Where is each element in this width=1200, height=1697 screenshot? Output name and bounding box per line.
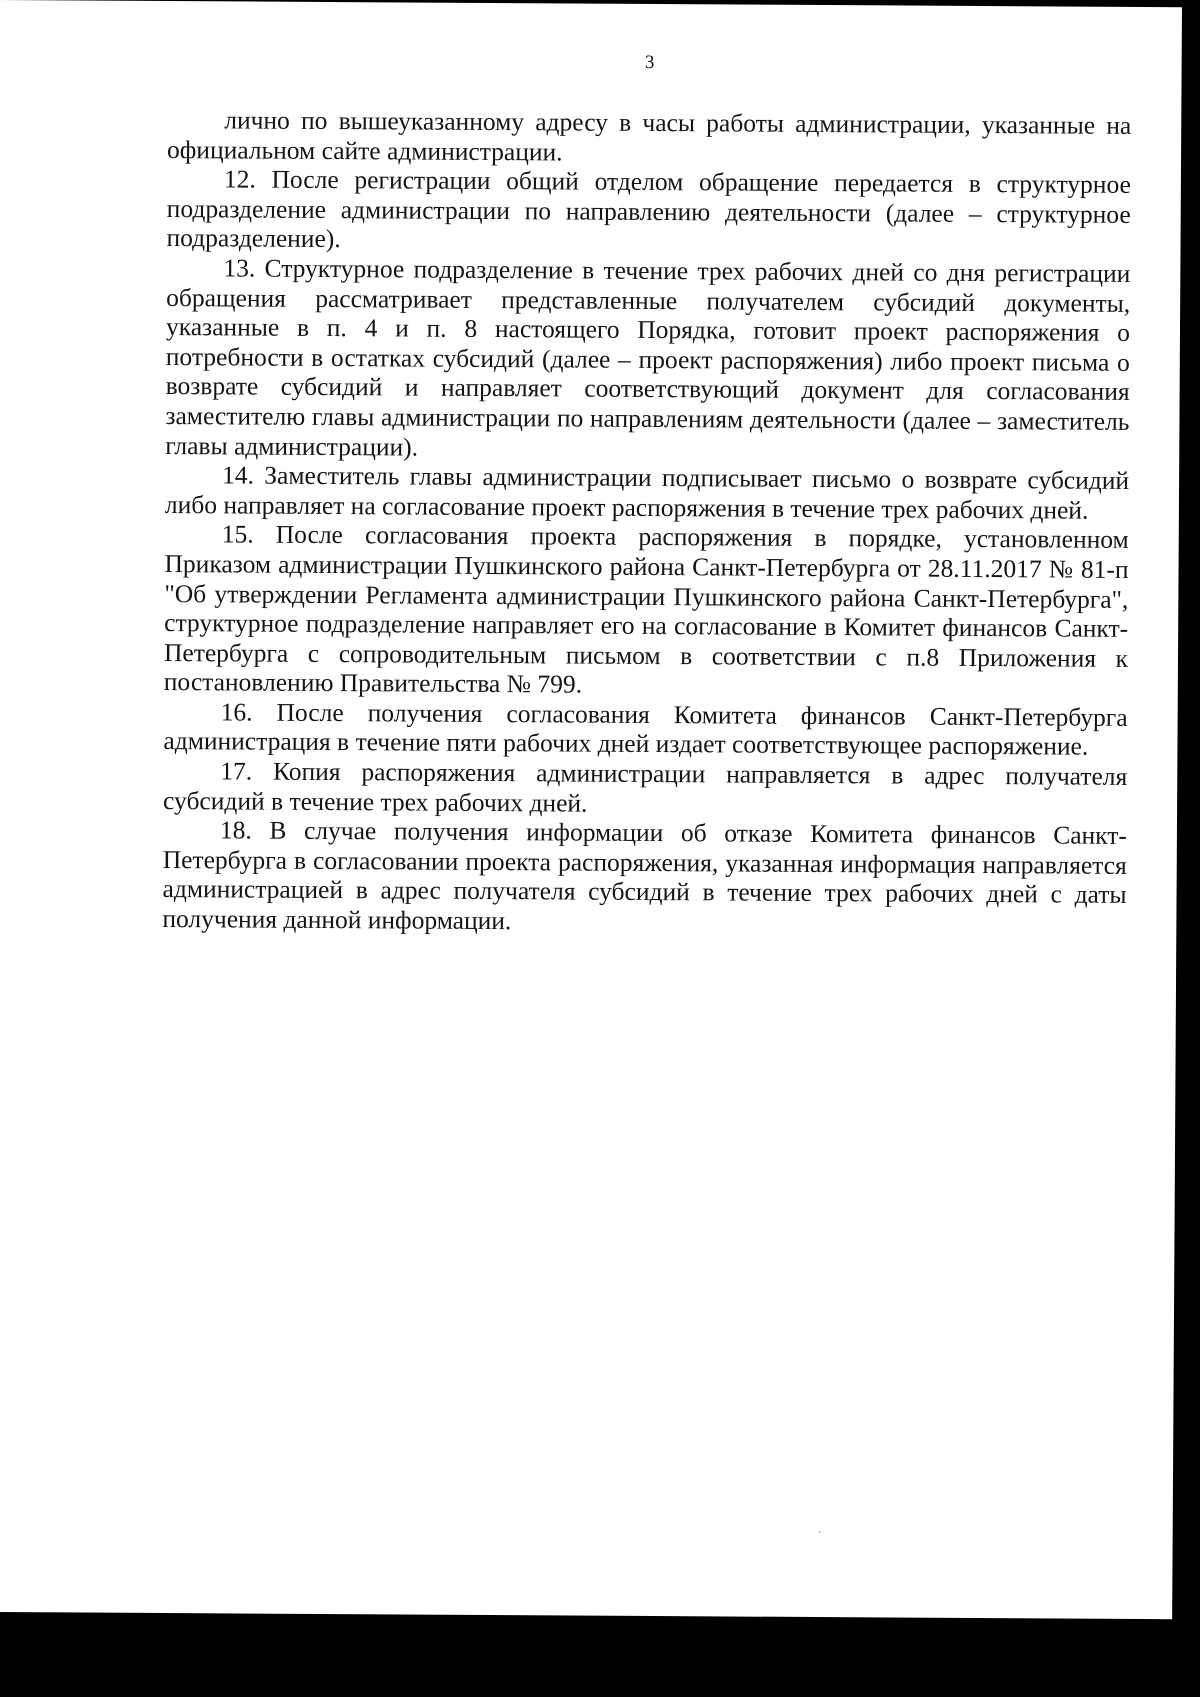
paragraph-13: 13. Структурное подразделение в течение трех рабочих дней со дня регистрации обращения рассматривает представленные получателем субсидий документы, указанные в п. 4 и п. 8 настоящего Порядка, готовит проект распоряжения о потребности в остатках субсидий (далее – проект распоряжения) либо проект письма о возврате субсидий и направляет соответствующий документ для согласования заместителю главы администрации по направлениям деятельности (далее – заместитель главы администрации). [165, 253, 1131, 462]
page-number: 3 [644, 51, 655, 73]
scan-border-right [1182, 0, 1200, 1612]
paragraph-12: 12. После регистрации общий отделом обращение передается в структурное подразделение администрации по направлению деятельности (далее – структурное подразделение). [166, 164, 1131, 254]
scan-speck [819, 1531, 821, 1533]
paragraph-16: 16. После получения согласования Комитета финансов Санкт-Петербурга администрация в течение пяти рабочих дней издает соответствующее распоряжение. [163, 697, 1128, 762]
paragraph-17: 17. Копия распоряжения администрации направляется в адрес получателя субсидий в течение трех рабочих дней. [163, 756, 1128, 818]
paragraph-14: 14. Заместитель главы администрации подписывает письмо о возврате субсидий либо направляет на согласование проект распоряжения в течение трех рабочих дней. [164, 460, 1130, 525]
paragraph-continuation: лично по вышеуказанному адресу в часы работы администрации, указанные на официальном сайте администрации. [167, 105, 1132, 167]
paragraph-15: 15. После согласования проекта распоряжения в порядке, установленном Приказом администрации Пушкинского района Санкт-Петербурга от 28.11.2017 № 81-п "Об утверждении Регламента администрации Пушкинского района Санкт-Петербурга", структурное подразделение направляет его на согласование в Комитет финансов Санкт-Петербурга с сопроводительным письмом в соответствии с п.8 Приложения к постановлению Правительства № 799. [163, 519, 1129, 699]
document-body [162, 105, 1131, 939]
paragraph-18: 18. В случае получения информации об отказе Комитета финансов Санкт-Петербурга в согласовании проекта распоряжения, указанная информация направляется администрацией в адрес получателя субсидий в течение трех рабочих дней с даты получения данной информации. [162, 815, 1128, 936]
